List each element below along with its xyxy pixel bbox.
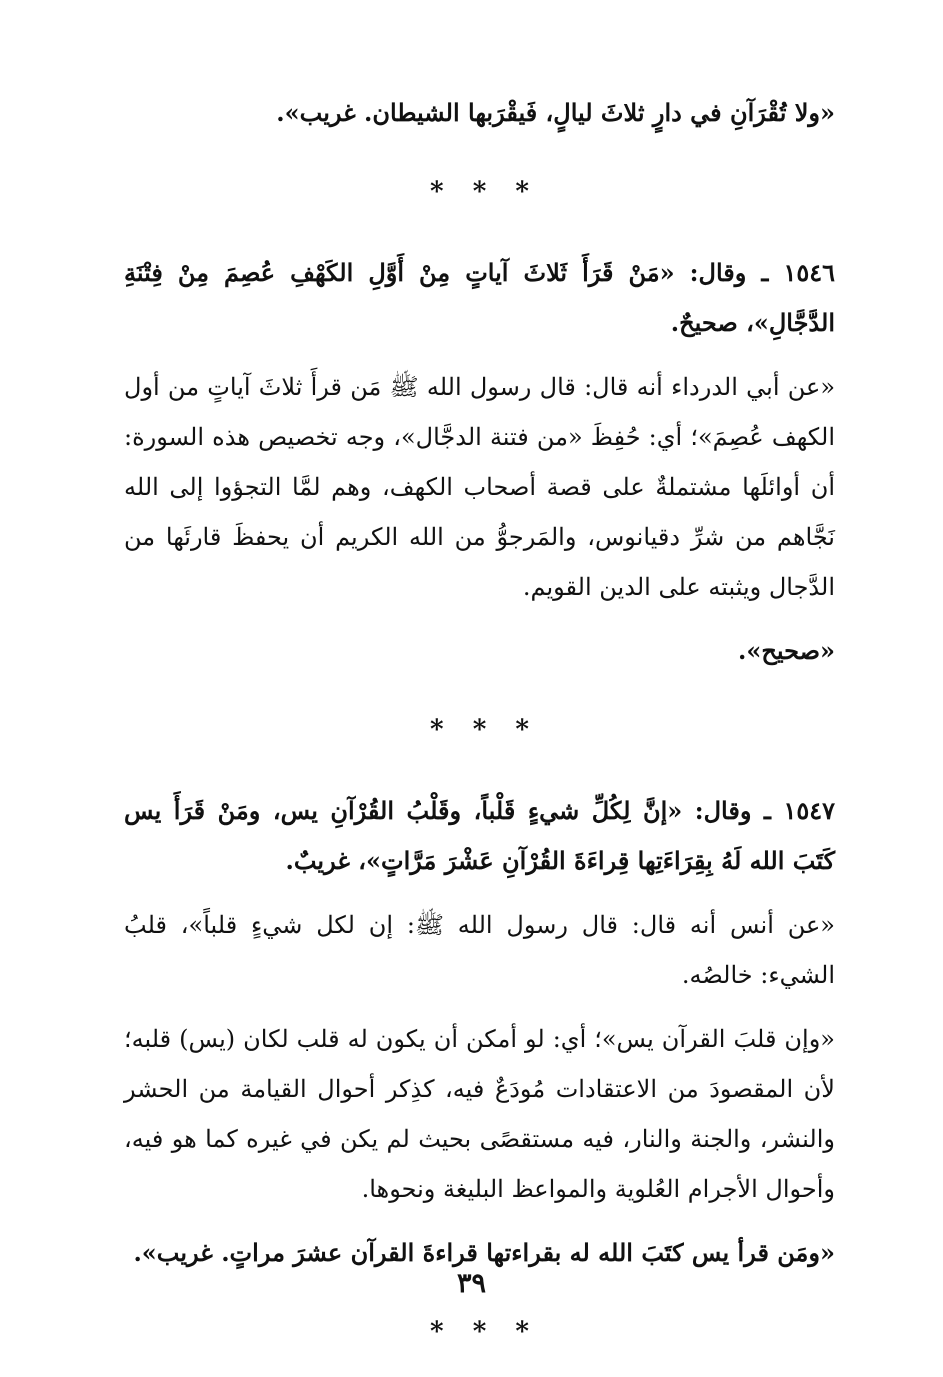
hadith-text: «ومَن قرأ يس كتَبَ الله له بقراءتها قراءةَ القرآن عشرَ مراتٍ. غريب». [133,1238,835,1267]
grading-note: «صحيح». [738,636,835,665]
hadith-text: «ولا تُقْرَآنِ في دارٍ ثلاثَ ليالٍ، فَيقْرَبها الشيطان. غريب». [276,98,835,127]
page-number: ٣٩ [456,1268,486,1299]
section-separator: * * * [430,715,539,745]
commentary-paragraph: «وإن قلبَ القرآن يس»؛ أي: لو أمكن أن يكون له قلب لكان (يس) قلبه؛ لأن المقصودَ من الاعتقادات مُودَعٌ فيه، كذِكر أحوال القيامة من الحشر والنشر، والجنة والنار، فيه مستقصًى بحيث لم يكن في غيره كما هو فيه، وأحوال الأجرام العُلوية والمواعظ البليغة ونحوها. [124,1025,835,1203]
commentary-paragraph: «عن أبي الدرداء أنه قال: قال رسول الله ﷺ مَن قرأَ ثلاثَ آياتٍ من أول الكهف عُصِمَ»؛ أي: حُفِظَ «من فتنة الدجَّال»، وجه تخصيص هذه السورة: أن أوائلَها مشتملةٌ على قصة أصحاب الكهف، وهم لمَّا التجؤوا إلى الله نَجَّاهم من شرِّ دقيانوس، والمَرجوُّ من الله الكريم أن يحفظَ قارئَها من الدَّجال ويثبته على الدين القويم. [124,373,836,601]
hadith-1547: ١٥٤٧ ـ وقال: «إنَّ لِكُلِّ شيءٍ قَلْباً، وقَلْبُ القُرْآنِ يس، ومَنْ قَرَأَ يس كَتَبَ الله لَهُ بِقِرَاءَتِها قِراءَةَ القُرْآنِ عَشْرَ مَرَّاتٍ»، غريبٌ. [124,796,835,875]
section-separator: * * * [430,177,539,207]
hadith-1546: ١٥٤٦ ـ وقال: «مَنْ قَرَأَ ثَلاثَ آياتٍ مِنْ أَوَّلِ الكَهْفِ عُصِمَ مِنْ فِتْنَةِ الدَّجَّالِ»، صحيحٌ. [124,258,835,337]
commentary-paragraph: «عن أنس أنه قال: قال رسول الله ﷺ: إن لكل شيءٍ قلباً»، قلبُ الشيء: خالصُه. [124,911,835,989]
section-separator: * * * [430,1317,539,1347]
